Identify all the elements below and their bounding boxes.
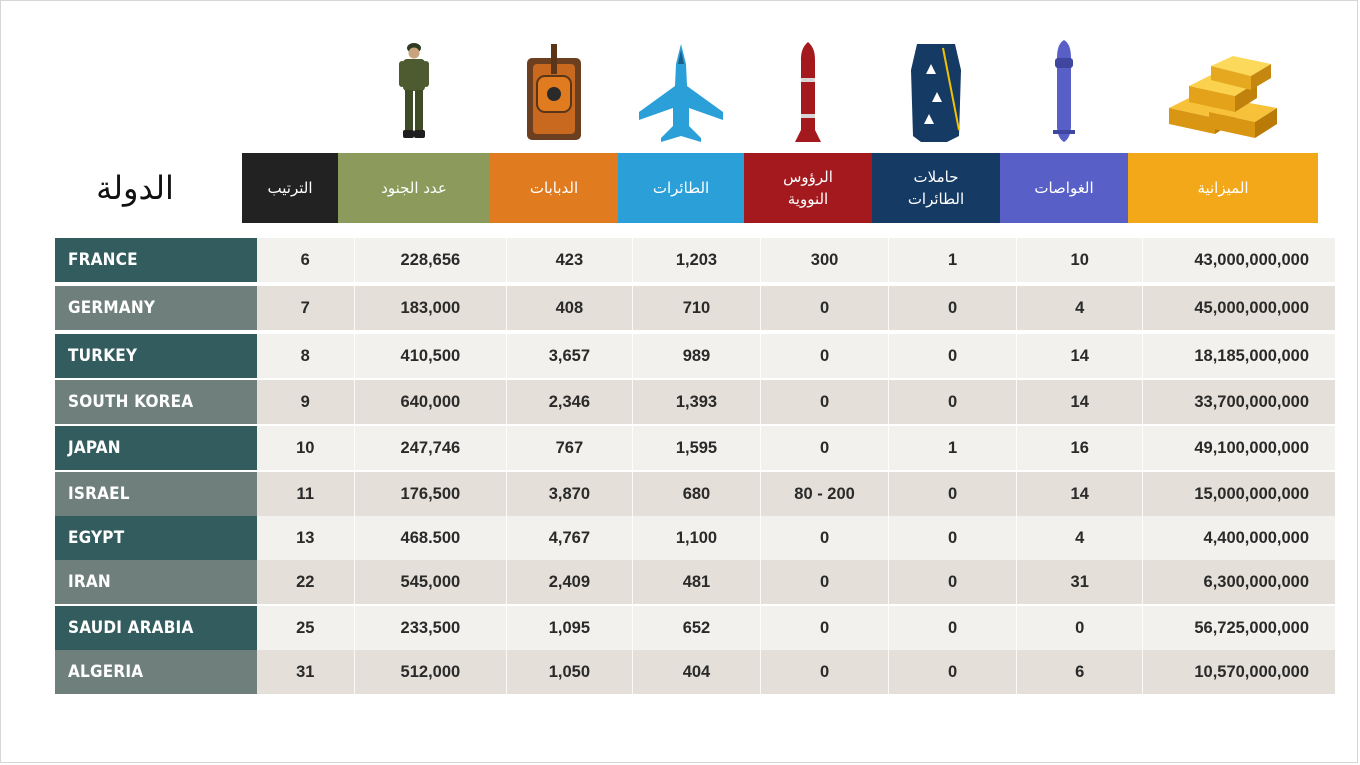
cell-carriers: 0 (888, 286, 1016, 330)
cell-troops: 228,656 (354, 238, 506, 282)
cell-carriers: 0 (888, 606, 1016, 650)
aircraft-carrier-icon (872, 32, 1000, 144)
cell-rank: 25 (296, 618, 315, 637)
cell-submarines: 31 (1016, 560, 1142, 604)
country-label: JAPAN (55, 426, 257, 470)
header-rank: الترتيب (242, 153, 338, 223)
cell-aircraft: 710 (632, 286, 760, 330)
cell-tanks: 1,050 (506, 650, 632, 694)
cell-aircraft: 652 (632, 606, 760, 650)
cell-nuclear: 0 (760, 426, 888, 470)
cell-aircraft: 1,393 (632, 380, 760, 424)
cell-nuclear: 0 (760, 650, 888, 694)
cell-troops: 640,000 (354, 380, 506, 424)
cell-nuclear: 0 (760, 516, 888, 560)
cell-nuclear: 300 (760, 238, 888, 282)
cell-submarines: 14 (1016, 380, 1142, 424)
cell-nuclear: 0 (760, 380, 888, 424)
table-row-algeria (55, 650, 1335, 694)
cell-nuclear: 80 - 200 (760, 472, 888, 516)
cell-budget: 18,185,000,000 (1142, 334, 1335, 378)
country-label: EGYPT (55, 516, 257, 560)
country-column-title: الدولة (96, 169, 174, 207)
cell-rank: 9 (300, 392, 310, 411)
fighter-jet-icon (618, 32, 744, 144)
cell-submarines: 4 (1016, 516, 1142, 560)
cell-budget: 43,000,000,000 (1142, 238, 1335, 282)
nuclear-missile-icon (744, 32, 872, 144)
cell-nuclear: 0 (760, 334, 888, 378)
cell-tanks: 3,870 (506, 472, 632, 516)
header-nuclear: الرؤوس النووية (744, 153, 872, 223)
cell-tanks: 408 (506, 286, 632, 330)
header-submarines: الغواصات (1000, 153, 1128, 223)
cell-submarines: 6 (1016, 650, 1142, 694)
cell-tanks: 4,767 (506, 516, 632, 560)
cell-submarines: 14 (1016, 472, 1142, 516)
cell-submarines: 10 (1016, 238, 1142, 282)
header-budget: الميزانية (1128, 153, 1318, 223)
cell-troops: 233,500 (354, 606, 506, 650)
cell-submarines: 4 (1016, 286, 1142, 330)
header-tanks: الدبابات (490, 153, 618, 223)
cell-budget: 15,000,000,000 (1142, 472, 1335, 516)
table-row-germany (55, 286, 1335, 330)
cell-rank: 6 (300, 250, 310, 269)
cell-tanks: 423 (506, 238, 632, 282)
cell-nuclear: 0 (760, 606, 888, 650)
cell-budget: 6,300,000,000 (1142, 560, 1335, 604)
tank-icon (490, 32, 618, 144)
table-row-egypt (55, 516, 1335, 560)
cell-budget: 45,000,000,000 (1142, 286, 1335, 330)
cell-aircraft: 989 (632, 334, 760, 378)
submarine-icon (1000, 32, 1128, 144)
table-row-south-korea (55, 380, 1335, 424)
cell-carriers: 1 (888, 426, 1016, 470)
cell-troops: 247,746 (354, 426, 506, 470)
cell-rank: 22 (296, 572, 315, 591)
country-label: FRANCE (55, 238, 257, 282)
cell-tanks: 3,657 (506, 334, 632, 378)
cell-aircraft: 1,595 (632, 426, 760, 470)
cell-submarines: 14 (1016, 334, 1142, 378)
table-row-turkey (55, 334, 1335, 378)
cell-troops: 545,000 (354, 560, 506, 604)
gold-bars-icon (1128, 32, 1318, 144)
cell-rank: 11 (296, 484, 314, 503)
cell-rank: 31 (296, 662, 315, 681)
table-row-saudi-arabia (55, 606, 1335, 650)
cell-aircraft: 1,203 (632, 238, 760, 282)
table-row-iran (55, 560, 1335, 604)
cell-carriers: 0 (888, 560, 1016, 604)
cell-aircraft: 481 (632, 560, 760, 604)
cell-budget: 49,100,000,000 (1142, 426, 1335, 470)
cell-submarines: 16 (1016, 426, 1142, 470)
cell-nuclear: 0 (760, 560, 888, 604)
table-row-japan (55, 426, 1335, 470)
cell-carriers: 1 (888, 238, 1016, 282)
cell-troops: 468.500 (354, 516, 506, 560)
cell-aircraft: 680 (632, 472, 760, 516)
soldier-icon (338, 32, 490, 144)
country-label: ALGERIA (55, 650, 257, 694)
cell-aircraft: 1,100 (632, 516, 760, 560)
country-label: GERMANY (55, 286, 257, 330)
header-aircraft: الطائرات (618, 153, 744, 223)
header-carriers: حاملات الطائرات (872, 153, 1000, 223)
cell-rank: 8 (300, 346, 310, 365)
cell-tanks: 767 (506, 426, 632, 470)
cell-troops: 512,000 (354, 650, 506, 694)
cell-budget: 56,725,000,000 (1142, 606, 1335, 650)
cell-carriers: 0 (888, 334, 1016, 378)
country-label: TURKEY (55, 334, 257, 378)
country-label: SAUDI ARABIA (55, 606, 257, 650)
country-label: IRAN (55, 560, 257, 604)
table-row-israel (55, 472, 1335, 516)
cell-submarines: 0 (1016, 606, 1142, 650)
cell-rank: 13 (296, 528, 315, 547)
cell-budget: 10,570,000,000 (1142, 650, 1335, 694)
cell-carriers: 0 (888, 650, 1016, 694)
cell-troops: 410,500 (354, 334, 506, 378)
table-row-france (55, 238, 1335, 282)
country-label: ISRAEL (55, 472, 257, 516)
cell-aircraft: 404 (632, 650, 760, 694)
cell-troops: 176,500 (354, 472, 506, 516)
cell-rank: 10 (296, 438, 315, 457)
cell-budget: 33,700,000,000 (1142, 380, 1335, 424)
cell-troops: 183,000 (354, 286, 506, 330)
country-label: SOUTH KOREA (55, 380, 257, 424)
cell-nuclear: 0 (760, 286, 888, 330)
cell-budget: 4,400,000,000 (1142, 516, 1335, 560)
cell-rank: 7 (300, 298, 310, 317)
cell-tanks: 2,346 (506, 380, 632, 424)
cell-carriers: 0 (888, 472, 1016, 516)
cell-tanks: 1,095 (506, 606, 632, 650)
cell-carriers: 0 (888, 380, 1016, 424)
cell-tanks: 2,409 (506, 560, 632, 604)
cell-carriers: 0 (888, 516, 1016, 560)
header-troops: عدد الجنود (338, 153, 490, 223)
